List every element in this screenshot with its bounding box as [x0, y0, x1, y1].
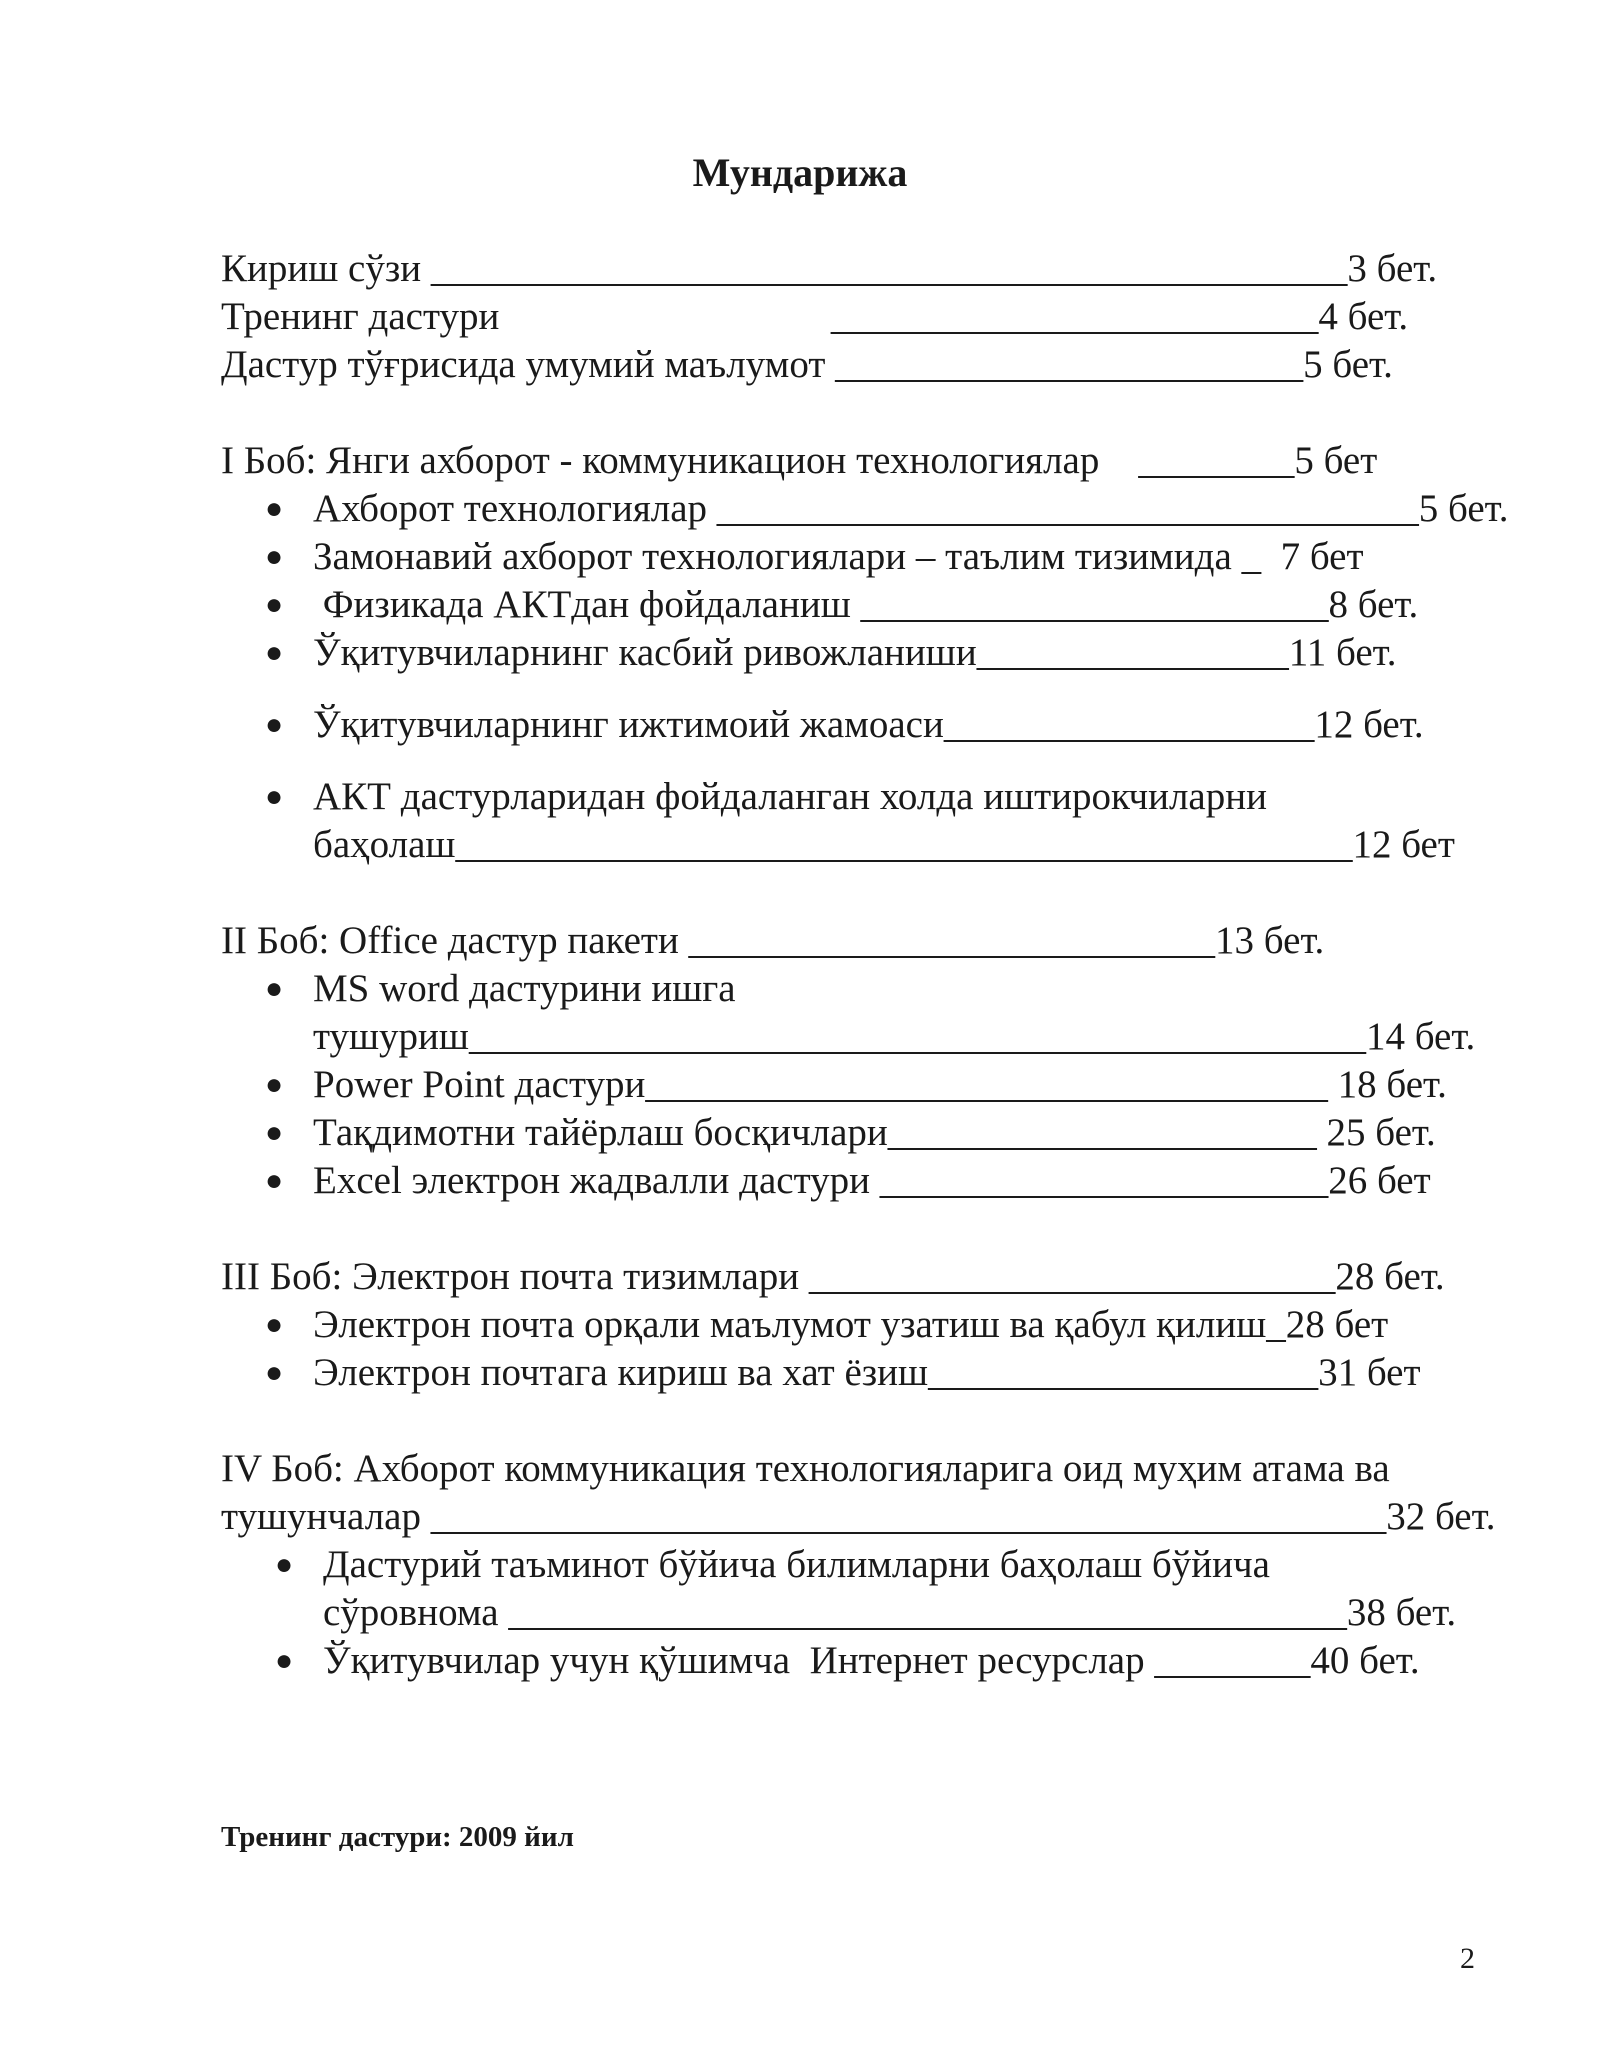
chapter-1-heading: I Боб: Янги ахборот - коммуникацион технологиялар ________5 бет — [221, 439, 1378, 482]
chapter-4-heading: IV Боб: Ахборот коммуникация технологияларига оид муҳим атама ва — [221, 1447, 1390, 1490]
footer-note: Тренинг дастури: 2009 йил — [221, 1821, 574, 1853]
chapter-2-item-4: Excel электрон жадвалли дастури _______________________26 бет — [313, 1159, 1431, 1202]
chapter-1-item-6-continuation: баҳолаш______________________________________________12 бет — [313, 823, 1455, 866]
bullet-icon: ● — [265, 492, 284, 525]
bullet-icon: ● — [275, 1644, 294, 1677]
chapter-1-item-2: Замонавий ахборот технологиялари – таълим тизимида _ 7 бет — [313, 535, 1364, 578]
bullet-icon: ● — [265, 1356, 284, 1389]
chapter-1-item-1: Ахборот технологиялар ____________________________________5 бет. — [313, 487, 1509, 530]
toc-entry-intro: Кириш сўзи _______________________________________________3 бет. — [221, 247, 1438, 290]
bullet-icon: ● — [265, 708, 284, 741]
chapter-4-item-1: Дастурий таъминот бўйича билимларни баҳолаш бўйича — [323, 1543, 1270, 1586]
bullet-icon: ● — [265, 1068, 284, 1101]
bullet-icon: ● — [275, 1548, 294, 1581]
chapter-1-item-3: Физикада АКТдан фойдаланиш ________________________8 бет. — [313, 583, 1419, 626]
chapter-2-item-1-continuation: тушуриш______________________________________________14 бет. — [313, 1015, 1476, 1058]
chapter-1-item-6: АКТ дастурларидан фойдаланган холда иштирокчиларни — [313, 775, 1267, 818]
chapter-4-item-2: Ўқитувчилар учун қўшимча Интернет ресурслар ________40 бет. — [323, 1639, 1420, 1682]
bullet-icon: ● — [265, 1116, 284, 1149]
bullet-icon: ● — [265, 1164, 284, 1197]
bullet-icon: ● — [265, 540, 284, 573]
chapter-2-item-3: Тақдимотни тайёрлаш босқичлари______________________ 25 бет. — [313, 1111, 1436, 1154]
chapter-4-item-1-continuation: сўровнома ___________________________________________38 бет. — [323, 1591, 1457, 1634]
chapter-3-heading: III Боб: Электрон почта тизимлари ___________________________28 бет. — [221, 1255, 1445, 1298]
page-number: 2 — [1460, 1942, 1475, 1975]
chapter-4-heading-continuation: тушунчалар _________________________________________________32 бет. — [221, 1495, 1496, 1538]
bullet-icon: ● — [265, 972, 284, 1005]
chapter-1-item-5: Ўқитувчиларнинг ижтимоий жамоаси___________________12 бет. — [313, 703, 1424, 746]
toc-entry-training-program: Тренинг дастури _________________________4 бет. — [221, 295, 1409, 338]
chapter-2-item-2: Power Point дастури___________________________________ 18 бет. — [313, 1063, 1447, 1106]
bullet-icon: ● — [265, 780, 284, 813]
page-title: Мундарижа — [692, 150, 908, 195]
chapter-3-item-1: Электрон почта орқали маълумот узатиш ва қабул қилиш_28 бет — [313, 1303, 1389, 1346]
chapter-2-heading: II Боб: Office дастур пакети ___________________________13 бет. — [221, 919, 1325, 962]
bullet-icon: ● — [265, 636, 284, 669]
chapter-2-item-1: MS word дастурини ишга — [313, 967, 736, 1010]
bullet-icon: ● — [265, 588, 284, 621]
chapter-1-item-4: Ўқитувчиларнинг касбий ривожланиши________________11 бет. — [313, 631, 1397, 674]
chapter-3-item-2: Электрон почтага кириш ва хат ёзиш____________________31 бет — [313, 1351, 1421, 1394]
toc-entry-general-info: Дастур тўғрисида умумий маълумот ________________________5 бет. — [221, 343, 1393, 386]
bullet-icon: ● — [265, 1308, 284, 1341]
